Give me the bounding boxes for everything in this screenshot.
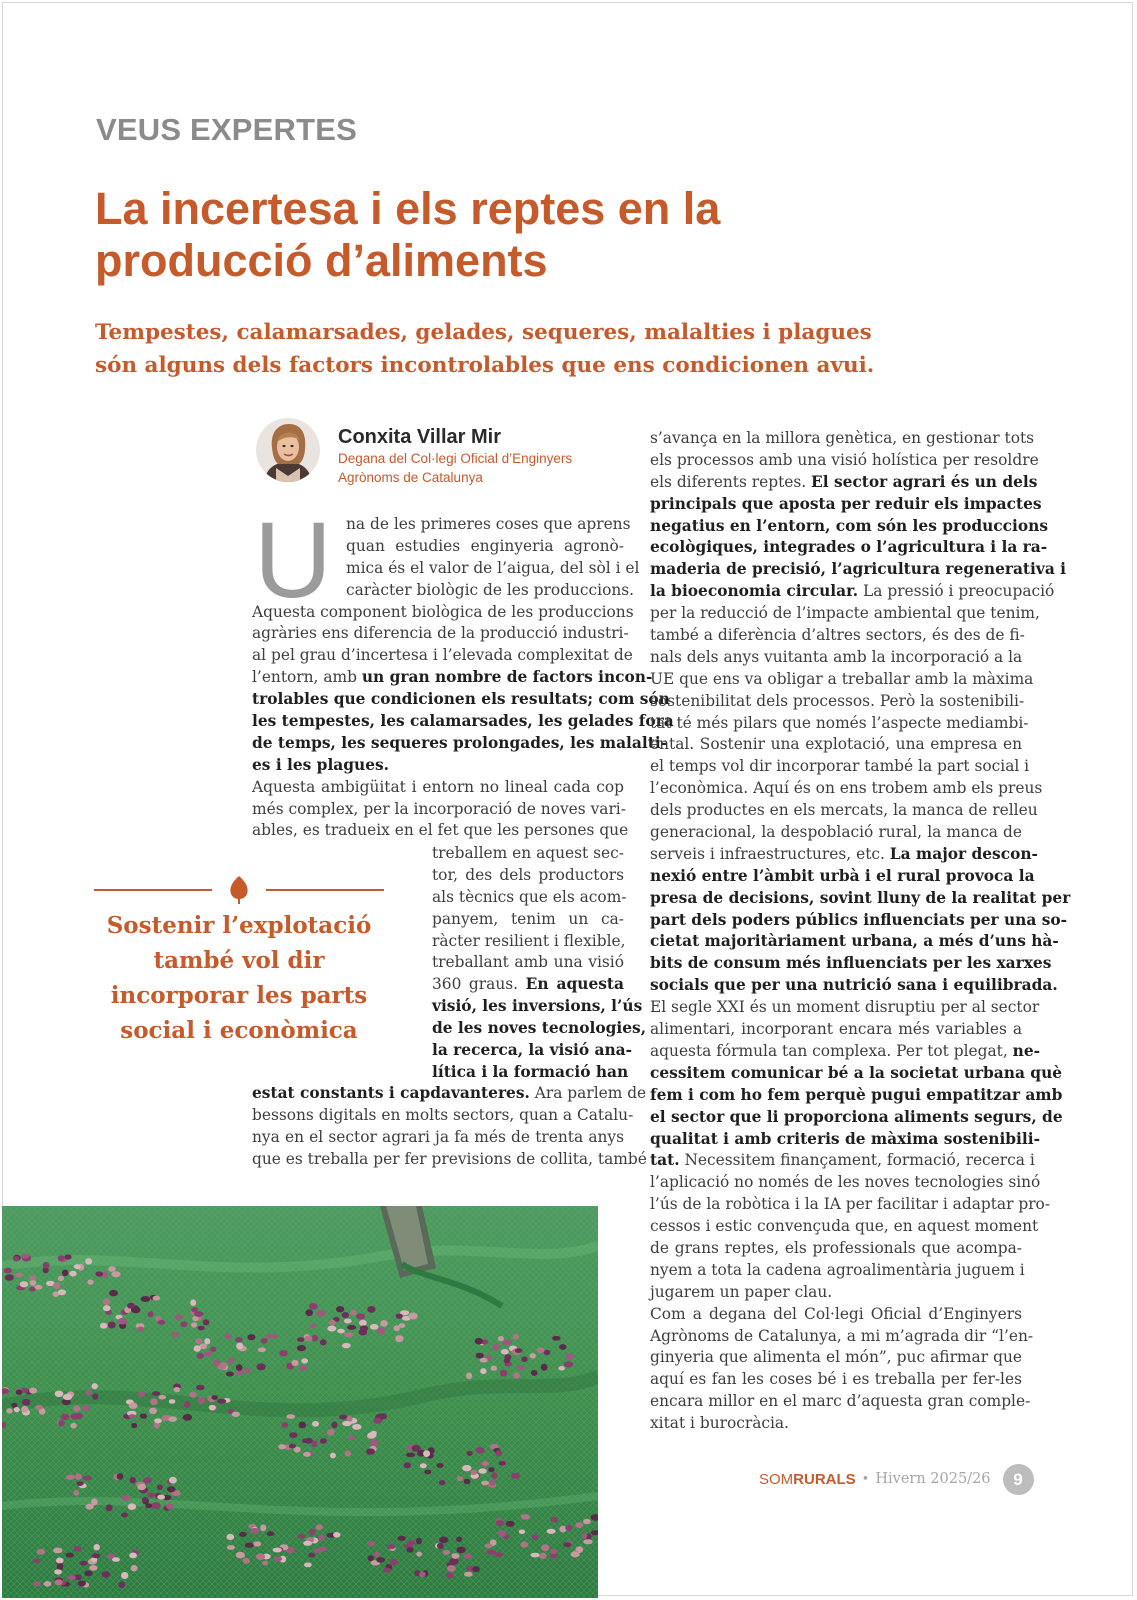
body-text: nya en el sector agrari ja fa més de trenta anys [252,1127,624,1146]
body-text: els processos amb una visió holística per resoldre [650,450,1039,469]
magazine-brand [759,1471,856,1488]
body-text: nyem a tota la cadena agroalimentària juguem i [650,1260,1025,1279]
body-line [252,1083,647,1105]
body-text-column-1-narrow [432,843,647,1084]
body-line [650,844,1038,866]
body-line [650,975,1058,997]
body-line [432,1018,647,1040]
body-text-column-1-bottom [252,1083,647,1171]
body-line [650,625,1025,647]
body-text: al pel grau d’incertesa i l’elevada complexitat de [252,646,633,665]
body-text: 360 graus. [432,975,526,994]
body-line [432,974,624,996]
body-text: dels productes en els mercats, la manca de relleu [650,801,1038,820]
body-text: també a diferència d’altres sectors, és des de fi- [650,626,1025,645]
body-text: serveis i infraestructures, etc. [650,844,890,863]
body-text: ental. Sostenir una explotació, una empresa en [650,735,1022,754]
body-text: agràries ens diferencia de la producció industri- [252,624,629,643]
body-text-bold: el sector que li proporciona aliments segurs, de [650,1107,1063,1126]
body-line [650,581,1055,603]
body-text: Necessitem finançament, formació, recerca i [679,1151,1035,1170]
body-text: treballem en aquest sec- [432,844,624,862]
body-text: l’ús de la robòtica i la IA per facilitar i adaptar pro- [650,1195,1051,1214]
body-line [650,1391,1031,1413]
body-line [650,1282,1022,1304]
body-text-bold: bits de consum més influenciats per les xarxes [650,954,1052,973]
body-text-bold: de les noves tecnologies, [432,1019,647,1038]
body-line [432,931,624,953]
body-line [650,450,1039,472]
body-line [650,931,1059,953]
body-line [432,952,624,974]
body-line [252,799,624,821]
body-line [650,1150,1035,1172]
body-text: els diferents reptes. [650,472,812,491]
drop-cap: U [254,499,332,620]
issue-label: Hivern 2025/26 [875,1471,991,1487]
body-text: mica és el valor de l’aigua, del sòl i el [346,558,640,577]
body-line [650,1041,1040,1063]
body-text: més complex, per la incorporació de noves vari- [252,799,626,818]
body-text: na de les primeres coses que aprens [346,515,631,533]
pullquote-rule-left [94,889,212,891]
body-text-bold: qualitat i amb criteris de màxima sostenibili- [650,1129,1040,1148]
body-line [650,537,1048,559]
body-text: El segle XXI és un moment disruptiu per al sector [650,998,1040,1017]
body-line [432,887,627,909]
body-text-bold: tat. [650,1151,680,1170]
body-line [252,645,633,667]
author-role-line: Degana del Col·legi Oficial d’Enginyers [338,451,573,466]
body-line [432,1040,633,1062]
body-text: Ara parlem de [529,1084,647,1102]
body-line [650,516,1049,538]
body-line [432,1062,629,1084]
body-text-bold: nexió entre l’àmbit urbà i el rural provoca la [650,866,1035,885]
body-line [252,536,624,558]
body-line [650,494,1042,516]
body-text: aquí es fan les coses bé i es treballa per fer-les [650,1370,1022,1389]
body-text-bold: part dels poders públics influenciats per una so- [650,910,1068,929]
footer-separator: • [861,1471,870,1487]
body-text: Com a degana del Col·legi Oficial d’Enginyers [650,1304,1022,1323]
body-line [650,953,1052,975]
body-line [252,602,634,624]
body-line [650,691,1025,713]
page-number: 9 [1003,1464,1034,1495]
body-line [650,1326,1034,1348]
body-text-bold: ecològiques, integrades o l’agricultura i la ra- [650,538,1048,557]
leaf-icon [228,876,250,904]
pull-quote-line: Sostenir l’explotació [106,912,372,939]
body-text: tat té més pilars que només l’aspecte mediambi- [650,713,1029,732]
author-portrait [256,418,320,482]
body-line [650,428,1035,450]
body-line [252,558,640,580]
body-text-bold: En aquesta [525,975,625,994]
body-text: per la reducció de l’impacte ambiental que tenim, [650,604,1040,623]
body-text-bold: lítica i la formació han [432,1062,629,1081]
body-text-bold: les tempestes, les calamarsades, les gelades fora [252,712,674,731]
body-text: bessons digitals en molts sectors, quan a Catalu- [252,1105,634,1124]
body-line [252,755,624,777]
pull-quote-line: incorporar les parts [110,982,368,1009]
body-text-bold: la recerca, la visió ana- [432,1041,633,1060]
body-line [252,514,631,536]
author-role-line: Agrònoms de Catalunya [338,470,483,485]
author-role [338,449,572,487]
body-line [432,843,624,865]
body-line [650,713,1029,735]
body-line [650,734,1022,756]
pull-quote [96,908,382,1048]
body-text: s’avança en la millora genètica, en gestionar tots [650,429,1035,447]
body-line [650,472,1038,494]
body-line [650,1413,1022,1435]
body-line [650,1019,1022,1041]
body-text-bold: fem i com ho fem perquè pugui empatitzar amb [650,1085,1063,1104]
body-line [650,1260,1025,1282]
body-text: tor, des dels productors [432,865,624,884]
body-text-bold: visió, les inversions, l’ús [432,997,643,1016]
body-text: Aquesta ambigüitat i entorn no lineal cada cop [252,777,624,796]
body-text-bold: estat constants i capdavanteres. [252,1084,530,1102]
article-subtitle-line: són alguns dels factors incontrolables que ens condicionen avui. [95,353,875,378]
article-subtitle-line: Tempestes, calamarsades, gelades, sequeres, malalties i plagues [95,320,872,345]
body-text: encara millor en el marc d’aquesta gran comple- [650,1392,1031,1411]
body-line [432,996,643,1018]
body-line [432,909,624,931]
body-text: cessos i estic convençuda que, en aquest moment [650,1217,1039,1236]
body-text: als tècnics que els acom- [432,887,627,906]
body-text: quan estudies enginyeria agronò- [346,536,624,555]
body-text-bold: cietat majoritàriament urbana, a més d’uns hà- [650,932,1059,951]
body-line [650,997,1040,1019]
body-text: generacional, la despoblació rural, la manca de [650,823,1022,842]
body-text-bold: de temps, les sequeres prolongades, les malalti- [252,733,668,752]
body-text-bold: ne- [1012,1041,1040,1060]
author-name: Conxita Villar Mir [338,426,502,448]
body-text: caràcter biològic de les produccions. [346,580,635,599]
body-line [650,1129,1040,1151]
body-text-bold: principals que aposta per reduir els impactes [650,494,1042,513]
body-text-bold: La major descon- [889,844,1038,863]
section-label: VEUS EXPERTES [96,112,358,147]
body-text: l’econòmica. Aquí és on ens trobem amb els preus [650,779,1043,798]
body-line [650,1063,1063,1085]
body-text-bold: es i les plagues. [252,755,390,774]
olive-harvest-photo [2,1206,598,1598]
body-line [650,1194,1051,1216]
body-text-column-1-top [252,514,674,842]
body-line [252,1105,634,1127]
body-text-bold: maderia de precisió, l’agricultura regenerativa i [650,560,1067,579]
brand-bold: RURALS [793,1470,856,1488]
body-line [650,669,1034,691]
body-text-bold: un gran nombre de factors incon- [361,668,653,687]
body-line [432,865,624,887]
body-text: de grans reptes, els professionals que acompa- [650,1238,1022,1257]
body-text: treballant amb una visió [432,953,624,972]
body-line [650,822,1022,844]
body-line [650,1107,1063,1129]
body-text-bold: la bioeconomia circular. [650,582,859,601]
article-subtitle [95,316,955,382]
body-text: Aquesta component biològica de les produccions [252,602,634,621]
body-text-bold: cessitem comunicar bé a la societat urbana què [650,1063,1063,1082]
body-line [650,647,1022,669]
body-line [650,1347,1022,1369]
body-line [252,733,668,755]
body-line [252,820,629,842]
body-line [252,1149,647,1171]
body-text-bold: trolables que condicionen els resultats; com són [252,690,670,709]
body-text: ginyeria que alimenta el món”, puc afirmar que [650,1348,1022,1367]
body-text-bold: El sector agrari és un dels [811,472,1038,491]
pull-quote-line: també vol dir [153,947,325,974]
body-line [650,559,1067,581]
body-text-bold: presa de decisions, sovint lluny de la realitat per [650,888,1071,907]
body-text: panyem, tenim un ca- [432,909,624,928]
pullquote-rule-right [266,889,384,891]
body-line [650,778,1043,800]
body-text: nals dels anys vuitanta amb la incorporació a la [650,647,1023,666]
body-text-bold: socials que per una nutrició sana i equilibrada. [650,976,1058,995]
body-text: jugarem un paper clau. [650,1282,833,1301]
body-text-bold: negatius en l’entorn, com són les produccions [650,516,1049,535]
article-title-line: La incertesa i els reptes en la [95,183,721,234]
body-text: l’entorn, amb [252,668,362,687]
body-line [650,603,1040,625]
page-footer [759,1466,1034,1492]
body-text: xitat i burocràcia. [650,1414,790,1433]
body-line [252,689,670,711]
body-line [252,667,653,689]
body-text: alimentari, incorporant encara més variables a [650,1020,1022,1039]
brand-light: SOM [759,1470,794,1488]
body-text: ables, es tradueix en el fet que les persones que [252,821,629,840]
body-line [650,1304,1022,1326]
body-text-column-2 [650,428,1071,1435]
body-text: UE que ens va obligar a treballar amb la màxima [650,669,1034,688]
body-line [650,1238,1022,1260]
body-line [650,910,1068,932]
body-text: que es treballa per fer previsions de collita, també [252,1149,647,1168]
article-title-line: producció d’aliments [95,235,548,286]
body-text: Agrònoms de Catalunya, a mi m’agrada dir “l’en- [650,1326,1034,1345]
body-line [650,888,1071,910]
body-text: sostenibilitat dels processos. Però la sostenibili- [650,691,1025,710]
body-line [252,1127,624,1149]
body-line [650,756,1030,778]
pull-quote-line: social i econòmica [120,1017,358,1044]
body-text: La pressió i preocupació [858,582,1055,601]
body-line [650,1085,1063,1107]
body-text: ràcter resilient i flexible, [432,931,626,950]
body-line [650,866,1035,888]
body-line [252,711,674,733]
body-text: l’aplicació no només de les noves tecnologies sinó [650,1173,1041,1192]
body-text: aquesta fórmula tan complexa. Per tot plegat, [650,1041,1013,1060]
body-line [650,1369,1022,1391]
body-line [650,1172,1041,1194]
body-line [650,1216,1039,1238]
body-line [252,623,629,645]
article-title [95,183,895,287]
body-line [650,800,1038,822]
body-text: el temps vol dir incorporar també la part social i [650,757,1030,776]
body-line [252,777,624,799]
body-line [252,580,635,602]
